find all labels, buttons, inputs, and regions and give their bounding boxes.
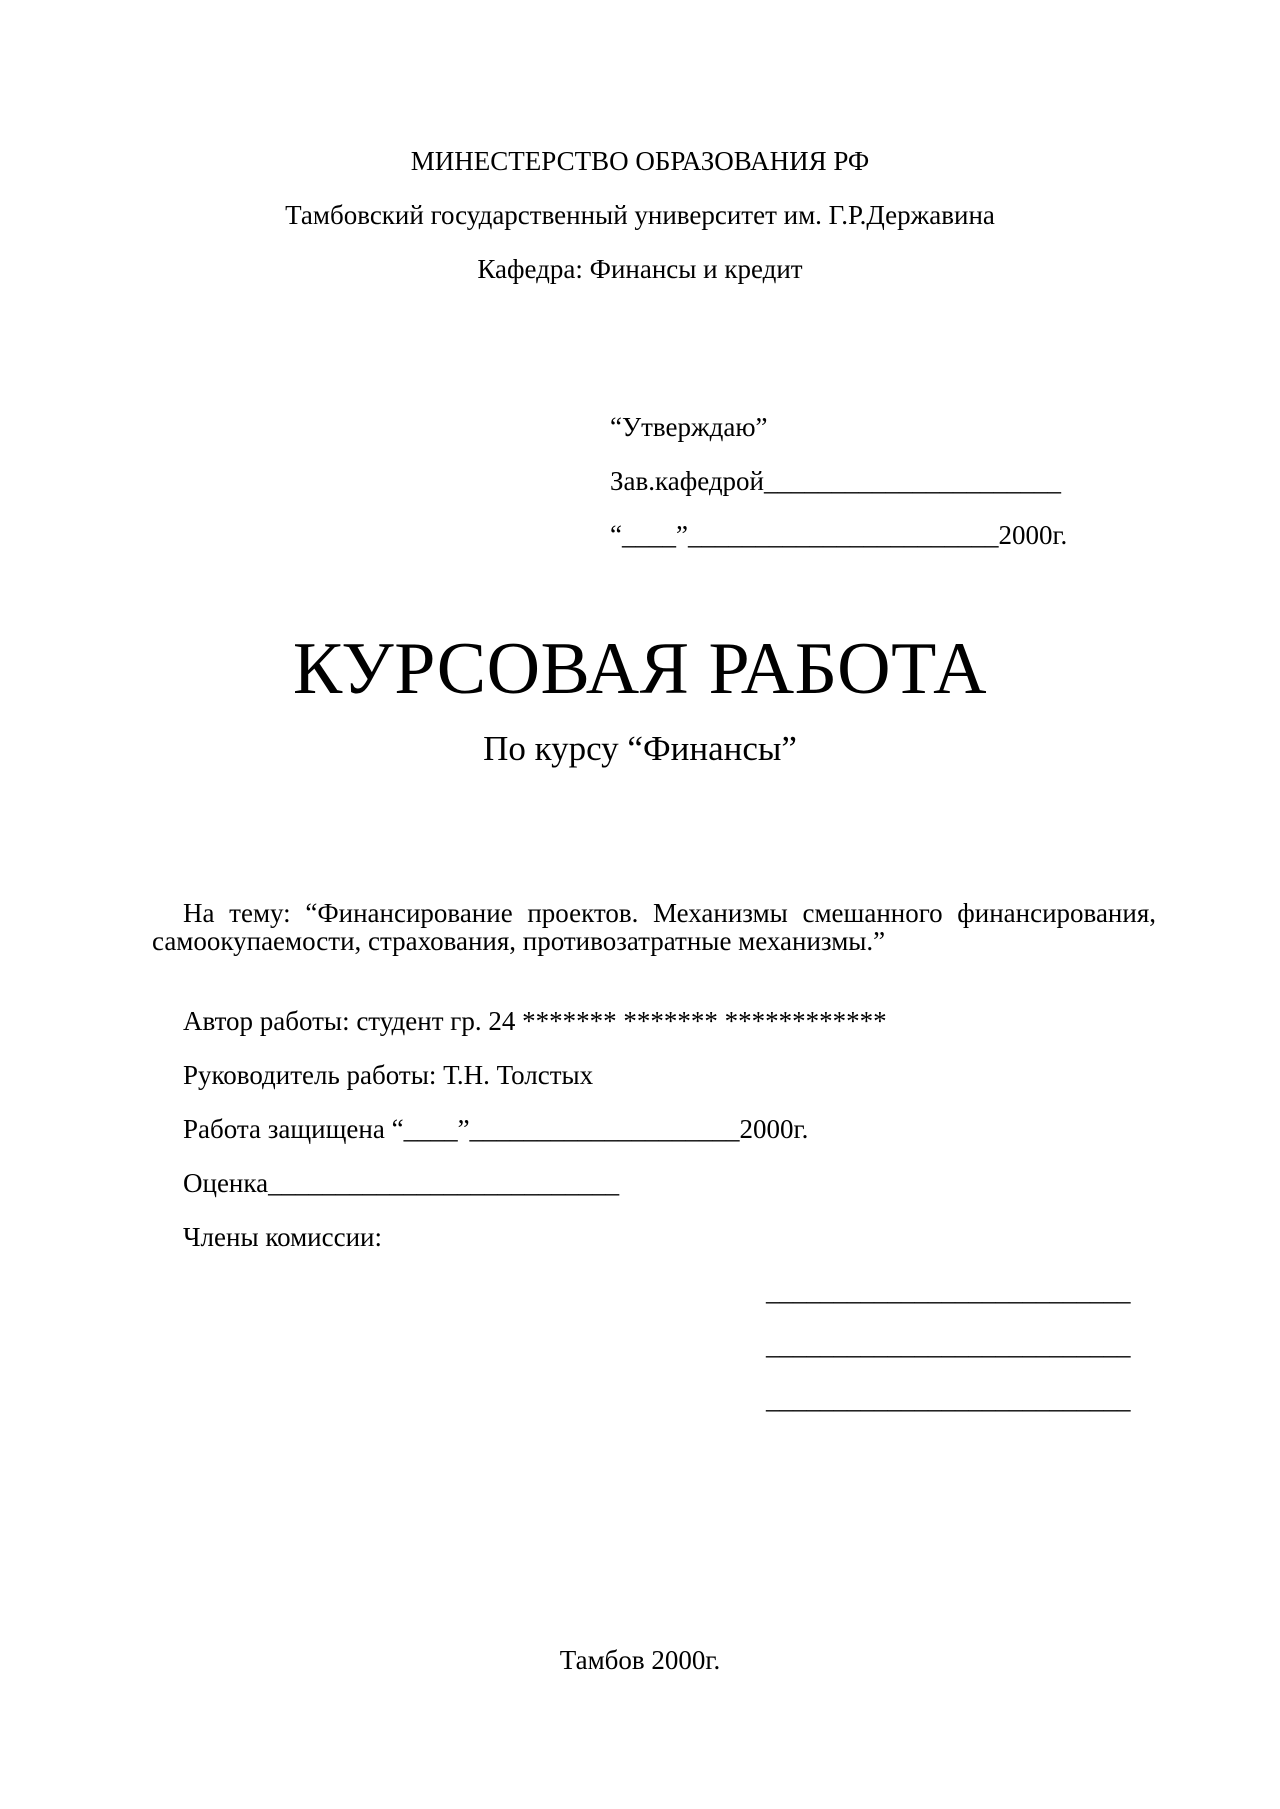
university-name: Тамбовский государственный университет им. Г.Р.Державина (285, 200, 995, 230)
commission-signature-line: ___________________________ (766, 1276, 1131, 1306)
ministry-name: МИНЕСТЕРСТВО ОБРАЗОВАНИЯ РФ (410, 146, 870, 176)
author-line: Автор работы: студент гр. 24 ******* ******* ************ (183, 1006, 887, 1036)
course-subtitle: По курсу “Финансы” (483, 729, 797, 768)
commission-signature-line: ___________________________ (766, 1330, 1131, 1360)
document-title: КУРСОВАЯ РАБОТА (292, 628, 988, 710)
approval-head-signature: Зав.кафедрой______________________ (610, 466, 1062, 496)
commission-label: Члены комиссии: (183, 1222, 382, 1252)
approval-heading: “Утверждаю” (610, 412, 768, 442)
supervisor-line: Руководитель работы: Т.Н. Толстых (183, 1060, 594, 1090)
grade-line: Оценка__________________________ (183, 1168, 620, 1198)
department-name: Кафедра: Финансы и кредит (477, 254, 803, 284)
approval-date: “____”_______________________2000г. (610, 520, 1068, 550)
commission-signature-line: ___________________________ (766, 1384, 1131, 1414)
topic-paragraph: На тему: “Финансирование проектов. Механизмы смешанного финансирования, самоокупаемости, страхования, противозатратные механизмы.” (152, 898, 1156, 956)
city-year-footer: Тамбов 2000г. (559, 1645, 721, 1675)
defense-date-line: Работа защищена “____”____________________2000г. (183, 1114, 809, 1144)
